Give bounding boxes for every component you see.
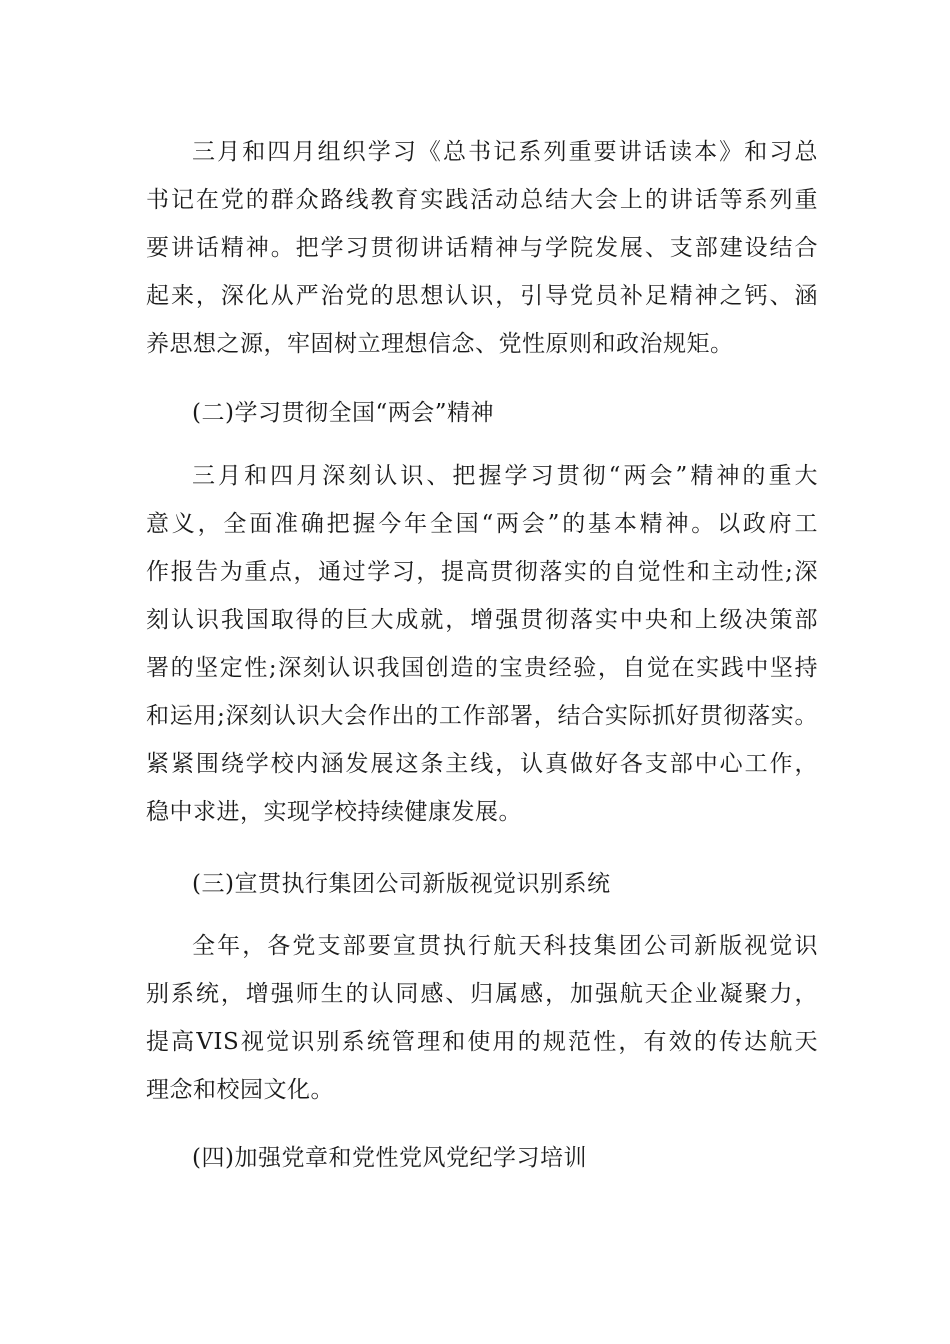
paragraph-study-speeches — [146, 128, 818, 368]
text-line: 意义，全面准确把握今年全国“两会”的基本精神。以政府工 — [146, 511, 818, 537]
text-line: 稳中求进，实现学校持续健康发展。 — [146, 799, 522, 825]
text-line: 作报告为重点，通过学习，提高贯彻落实的自觉性和主动性;深 — [146, 559, 818, 585]
paragraph-visual-identity — [146, 922, 818, 1114]
paragraph-two-sessions — [146, 452, 818, 836]
text-line: 书记在党的群众路线教育实践活动总结大会上的讲话等系列重 — [146, 187, 818, 213]
text-line: 养思想之源，牢固树立理想信念、党性原则和政治规矩。 — [146, 331, 734, 357]
text-line: 署的坚定性;深刻认识我国创造的宝贵经验，自觉在实践中坚持 — [146, 655, 818, 681]
text-line: 和运用;深刻认识大会作出的工作部署，结合实际抓好贯彻落实。 — [146, 703, 818, 729]
text-line: 三月和四月深刻认识、把握学习贯彻“两会”精神的重大 — [192, 463, 818, 489]
text-line: 紧紧围绕学校内涵发展这条主线，认真做好各支部中心工作， — [146, 751, 818, 777]
text-line: 起来，深化从严治党的思想认识，引导党员补足精神之钙、涵 — [146, 283, 818, 309]
text-line: 提高VIS视觉识别系统管理和使用的规范性，有效的传达航天 — [146, 1029, 818, 1055]
section-heading-two-sessions: (二)学习贯彻全国“两会”精神 — [192, 400, 494, 426]
text-line: 别系统，增强师生的认同感、归属感，加强航天企业凝聚力， — [146, 981, 818, 1007]
text-line: 理念和校园文化。 — [146, 1077, 334, 1103]
text-line: 要讲话精神。把学习贯彻讲话精神与学院发展、支部建设结合 — [146, 235, 818, 261]
text-line: 全年，各党支部要宣贯执行航天科技集团公司新版视觉识 — [192, 933, 818, 959]
text-line: 刻认识我国取得的巨大成就，增强贯彻落实中央和上级决策部 — [146, 607, 818, 633]
text-line: 三月和四月组织学习《总书记系列重要讲话读本》和习总 — [192, 139, 818, 165]
section-heading-visual-identity: (三)宣贯执行集团公司新版视觉识别系统 — [192, 871, 611, 897]
section-heading-party-constitution: (四)加强党章和党性党风党纪学习培训 — [192, 1145, 587, 1171]
